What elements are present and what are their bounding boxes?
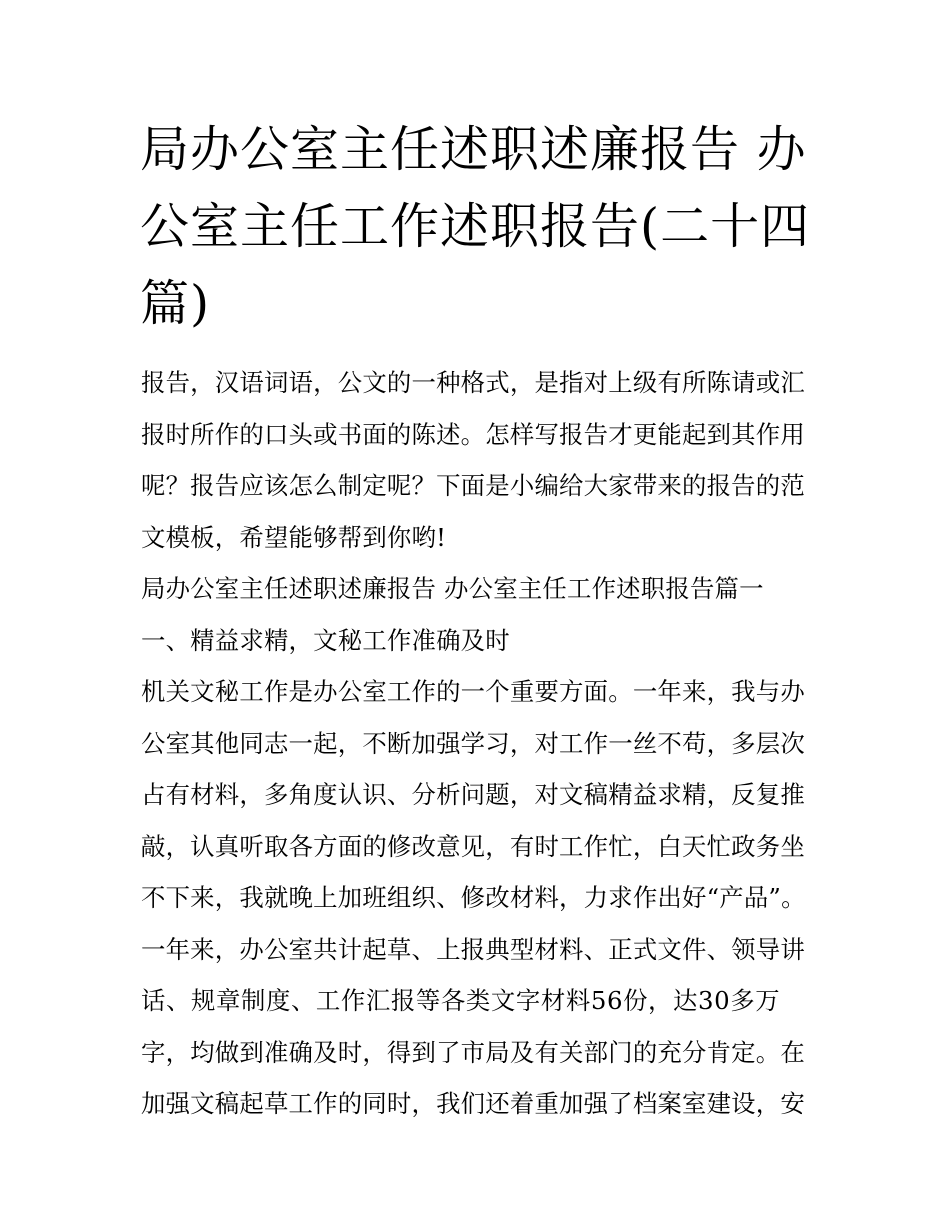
body-line-3: 呢？报告应该怎么制定呢？下面是小编给大家带来的报告的范 [141,471,805,500]
title-line-1: 局办公室主任述职述廉报告 办 [140,121,807,178]
body-line-7: 机关文秘工作是办公室工作的一个重要方面。一年来，我与办 [141,677,805,706]
body-line-1: 报告，汉语词语，公文的一种格式，是指对上级有所陈请或汇 [141,368,805,397]
body-line-11: 不下来，我就晚上加班组织、修改材料，力求作出好“产品”。 [141,883,806,912]
body-line-10: 敲，认真听取各方面的修改意见，有时工作忙，白天忙政务坐 [141,831,805,861]
title-line-3: 篇) [140,275,211,332]
body-line-2: 报时所作的口头或书面的陈述。怎样写报告才更能起到其作用 [141,419,805,449]
body-line-8: 公室其他同志一起，不断加强学习，对工作一丝不苟，多层次 [141,728,805,758]
body-line-14: 字，均做到准确及时，得到了市局及有关部门的充分肯定。在 [141,1037,805,1067]
body-line-15: 加强文稿起草工作的同时，我们还着重加强了档案室建设，安 [141,1089,805,1118]
body-line-13: 话、规章制度、工作汇报等各类文字材料56份，达30多万 [141,986,781,1015]
document-body [141,357,831,1130]
subsection-heading: 一、精益求精，文秘工作准确及时 [141,625,510,655]
section-heading: 局办公室主任述职述廉报告 办公室主任工作述职报告篇一 [141,574,764,603]
body-line-4: 文模板，希望能够帮到你哟! [141,522,447,552]
body-line-12: 一年来，办公室共计起草、上报典型材料、正式文件、领导讲 [141,934,805,964]
body-line-9: 占有材料，多角度认识、分析问题，对文稿精益求精，反复推 [141,780,805,809]
title-line-2: 公室主任工作述职报告(二十四 [140,198,811,255]
document-title [140,111,830,342]
